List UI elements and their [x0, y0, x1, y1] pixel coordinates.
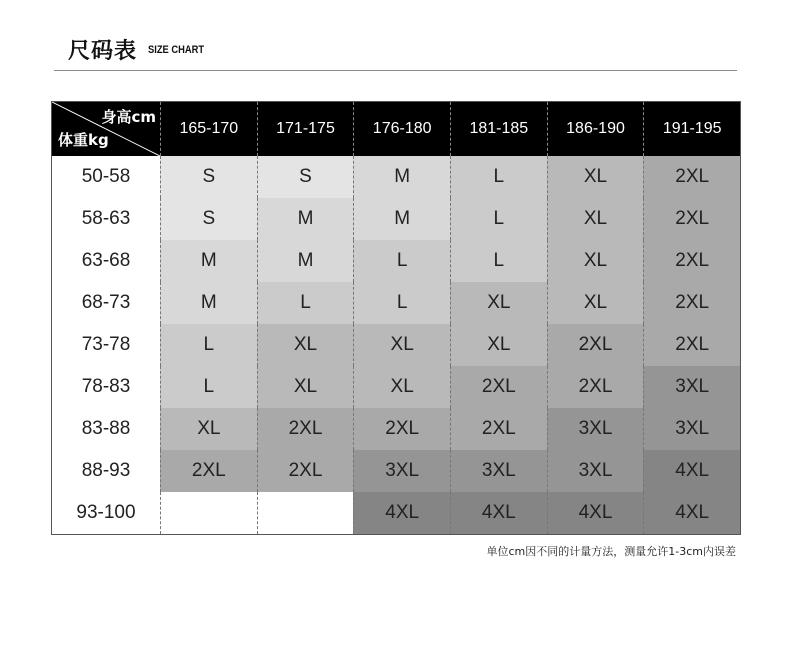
- weight-row-label: 78-83: [52, 366, 160, 408]
- size-cell: 2XL: [643, 282, 740, 324]
- size-cell: 2XL: [643, 240, 740, 282]
- size-table: [51, 101, 741, 535]
- measurement-note: 单位cm因不同的计量方法，测量允许1-3cm内误差: [486, 545, 736, 558]
- weight-row-label: 93-100: [52, 492, 160, 534]
- height-column-header: 171-175: [257, 102, 354, 156]
- size-cell: XL: [547, 282, 644, 324]
- size-cell: [257, 492, 354, 534]
- height-column-header: 165-170: [160, 102, 257, 156]
- size-cell: XL: [547, 240, 644, 282]
- size-cell: S: [160, 156, 257, 198]
- size-cell: M: [257, 198, 354, 240]
- weight-row-label: 68-73: [52, 282, 160, 324]
- title-en: SIZE CHART: [148, 44, 205, 56]
- size-cell: 2XL: [450, 408, 547, 450]
- size-cell: L: [450, 198, 547, 240]
- height-column-header: 176-180: [353, 102, 450, 156]
- size-cell: XL: [547, 156, 644, 198]
- size-cell: M: [353, 156, 450, 198]
- corner-cell: [52, 102, 160, 156]
- size-cell: 2XL: [643, 156, 740, 198]
- size-cell: 3XL: [547, 408, 644, 450]
- size-cell: 3XL: [450, 450, 547, 492]
- size-cell: 2XL: [257, 450, 354, 492]
- weight-row-label: 88-93: [52, 450, 160, 492]
- size-cell: 2XL: [353, 408, 450, 450]
- size-cell: M: [353, 198, 450, 240]
- size-cell: 4XL: [353, 492, 450, 534]
- size-cell: 3XL: [547, 450, 644, 492]
- size-cell: 2XL: [643, 198, 740, 240]
- size-cell: M: [257, 240, 354, 282]
- size-cell: 3XL: [353, 450, 450, 492]
- weight-row-label: 83-88: [52, 408, 160, 450]
- weight-axis-label: 体重kg: [58, 131, 109, 149]
- size-cell: L: [160, 324, 257, 366]
- height-column-header: 181-185: [450, 102, 547, 156]
- size-cell: XL: [353, 366, 450, 408]
- size-cell: 3XL: [643, 408, 740, 450]
- size-cell: 4XL: [547, 492, 644, 534]
- size-cell: L: [160, 366, 257, 408]
- size-cell: XL: [353, 324, 450, 366]
- size-cell: 4XL: [643, 450, 740, 492]
- size-chart-header: [54, 30, 737, 71]
- size-cell: 2XL: [450, 366, 547, 408]
- size-cell: 2XL: [547, 324, 644, 366]
- size-cell: 4XL: [643, 492, 740, 534]
- weight-row-label: 58-63: [52, 198, 160, 240]
- size-cell: L: [450, 240, 547, 282]
- size-cell: XL: [257, 324, 354, 366]
- size-cell: S: [257, 156, 354, 198]
- size-cell: XL: [257, 366, 354, 408]
- size-cell: L: [353, 240, 450, 282]
- size-cell: L: [450, 156, 547, 198]
- size-cell: S: [160, 198, 257, 240]
- size-cell: 4XL: [450, 492, 547, 534]
- title-cn: 尺码表: [68, 39, 138, 64]
- height-axis-label: 身高cm: [101, 108, 156, 126]
- size-cell: L: [353, 282, 450, 324]
- size-cell: XL: [450, 324, 547, 366]
- size-cell: 3XL: [643, 366, 740, 408]
- size-cell: 2XL: [257, 408, 354, 450]
- size-cell: 2XL: [160, 450, 257, 492]
- table-header-row: [52, 102, 740, 156]
- size-cell: XL: [450, 282, 547, 324]
- weight-row-label: 63-68: [52, 240, 160, 282]
- size-cell: M: [160, 240, 257, 282]
- size-cell: 2XL: [547, 366, 644, 408]
- height-column-header: 191-195: [643, 102, 740, 156]
- weight-row-label: 50-58: [52, 156, 160, 198]
- size-cell: 2XL: [643, 324, 740, 366]
- weight-row-label: 73-78: [52, 324, 160, 366]
- size-cell: L: [257, 282, 354, 324]
- size-cell: XL: [160, 408, 257, 450]
- size-cell: M: [160, 282, 257, 324]
- size-cell: XL: [547, 198, 644, 240]
- height-column-header: 186-190: [547, 102, 644, 156]
- size-cell: [160, 492, 257, 534]
